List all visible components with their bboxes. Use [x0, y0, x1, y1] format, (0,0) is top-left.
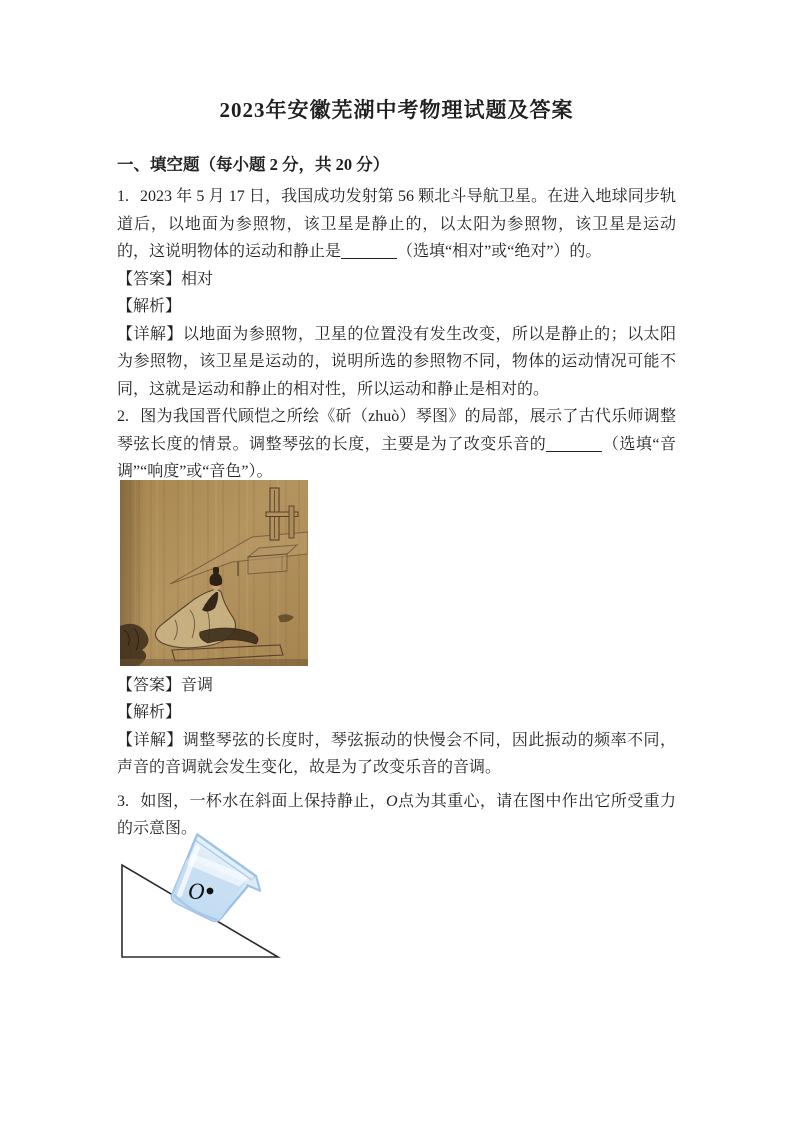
question-2-detail [117, 727, 676, 782]
question-2-answer-text: 音调 [181, 676, 214, 694]
analysis-label: 【解析】 [117, 704, 182, 721]
question-2-answer-line [117, 672, 676, 700]
question-2-detail-text: 调整琴弦的长度时，琴弦振动的快慢会不同，因此振动的频率不同，声音的音调就会发生变化，故是为了改变乐音的音调。 [117, 731, 676, 776]
gravity-center-label: O [188, 878, 205, 904]
question-2-number: 2. [117, 408, 129, 425]
qin-painting-image [120, 480, 308, 666]
question-1-detail-text: 以地面为参照物，卫星的位置没有发生改变，所以是静止的；以太阳为参照物，该卫星是运动的，说明所选的参照物不同，物体的运动情况可能不同，这就是运动和静止的相对性，所以运动和静止是相对的。 [117, 325, 676, 398]
question-3-body: 如图，一杯水在斜面上保持静止， [140, 792, 387, 810]
bottom-shadow-band [120, 659, 308, 666]
question-1-number: 1. [117, 188, 129, 205]
answer-label: 【答案】 [117, 676, 182, 694]
question-1-body: 2023 年 5 月 17 日，我国成功发射第 56 颗北斗导航卫星。在进入地球同步轨道后，以地面为参照物，该卫星是静止的，以太阳为参照物，该卫星是运动的，这说明物体的运动和静止是 [117, 188, 676, 260]
question-3-number: 3. [117, 792, 129, 810]
detail-label: 【详解】 [117, 325, 183, 343]
question-1-choices: （选填“相对”或“绝对”）的。 [397, 243, 602, 260]
question-2-analysis-line [117, 699, 676, 727]
section-heading: 一、填空题（每小题 2 分，共 20 分） [117, 155, 390, 174]
question-2-body: 图为我国晋代顾恺之所绘《斫（zhuò）琴图》的局部，展示了古代乐师调整琴弦长度的情景。调整琴弦的长度，主要是为了改变乐音的 [117, 408, 676, 453]
incline-cup-diagram [110, 831, 310, 966]
page-title: 2023年安徽芜湖中考物理试题及答案 [219, 98, 574, 122]
question-2-text [117, 403, 676, 486]
question-1-detail [117, 321, 676, 404]
answer-label: 【答案】 [117, 270, 182, 288]
question-3-point-o: O [386, 792, 398, 810]
question-1-analysis-line [117, 293, 676, 321]
question-1-answer-blank [341, 244, 397, 259]
document-content [0, 96, 794, 966]
question-2-choices: （选填“音调”“响度”或“音色”）。 [117, 435, 676, 480]
question-1-answer-text: 相对 [181, 270, 214, 288]
question-1-answer-line [117, 266, 676, 294]
question-2-answer-blank [546, 437, 602, 452]
gravity-center-dot [207, 887, 214, 894]
question-3-body-end: 点为其重心，请在图中作出它所受重力的示意图。 [117, 792, 676, 837]
detail-label: 【详解】 [117, 731, 183, 749]
question-1-text [117, 183, 676, 266]
analysis-label: 【解析】 [117, 298, 182, 315]
